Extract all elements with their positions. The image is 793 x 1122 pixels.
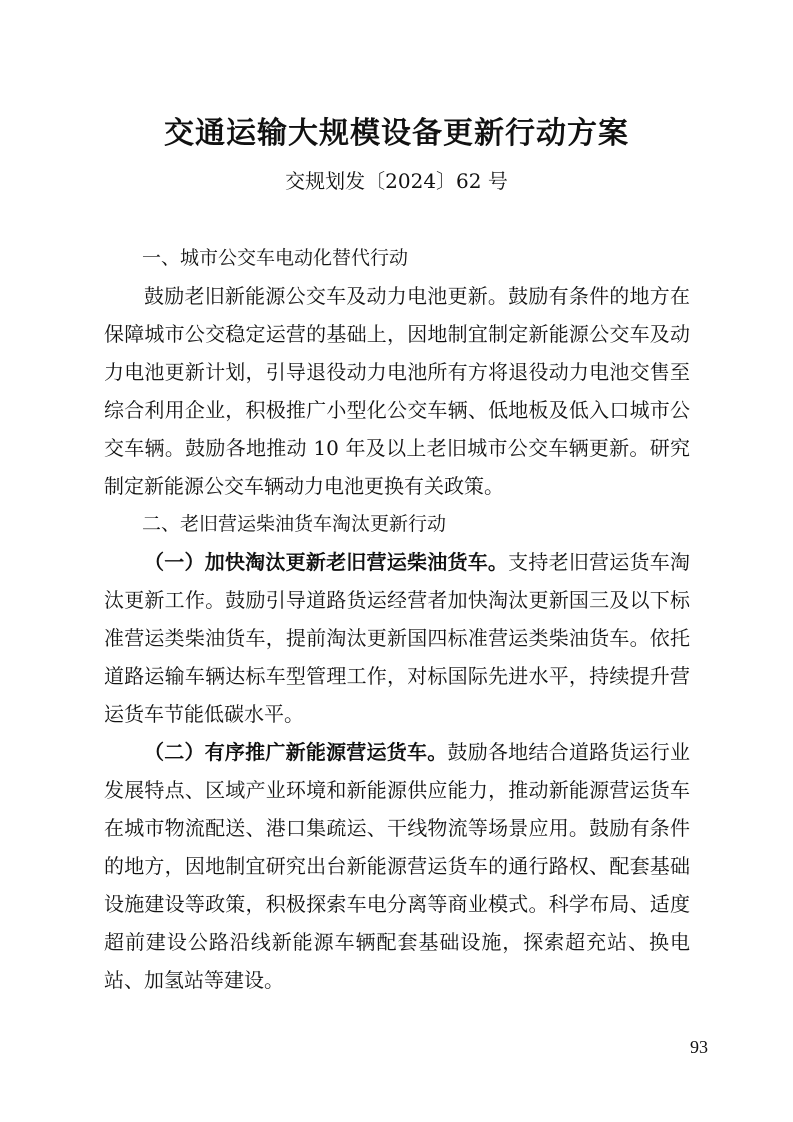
subsection-lead: （二）有序推广新能源营运货车。 bbox=[144, 740, 448, 764]
section-heading: 一、城市公交车电动化替代行动 bbox=[142, 247, 409, 269]
section-paragraph: 鼓励老旧新能源公交车及动力电池更新。鼓励有条件的地方在保障城市公交稳定运营的基础上，因地制宜制定新能源公交车及动力电池更新计划，引导退役动力电池所有方将退役动力电池交售至综合利用企业，积极推广小型化公交车辆、低地板及低入口城市公交车辆。鼓励各地推动 10 年及以上老旧城市公交车辆更新。研究制定新能源公交车辆动力电池更换有关政策。 bbox=[104, 284, 690, 498]
section-heading: 二、老旧营运柴油货车淘汰更新行动 bbox=[142, 513, 447, 535]
subsection-text: 支持老旧营运货车淘汰更新工作。鼓励引导道路货运经营者加快淘汰更新国三及以下标准营运类柴油货车，提前淘汰更新国四标准营运类柴油货车。依托道路运输车辆达标车型管理工作，对标国际先进水平，持续提升营运货车节能低碳水平。 bbox=[104, 550, 691, 726]
subsection-paragraph bbox=[104, 543, 690, 733]
page-number: 93 bbox=[690, 1037, 708, 1057]
subsection-lead: （一）加快淘汰更新老旧营运柴油货车。 bbox=[144, 550, 509, 574]
subsection-text: 鼓励各地结合道路货运行业发展特点、区域产业环境和新能源供应能力，推动新能源营运货车在城市物流配送、港口集疏运、干线物流等场景应用。鼓励有条件的地方，因地制宜研究出台新能源营运货车的通行路权、配套基础设施建设等政策，积极探索车电分离等商业模式。科学布局、适度超前建设公路沿线新能源车辆配套基础设施，探索超充站、换电站、加氢站等建设。 bbox=[104, 740, 691, 992]
subsection-paragraph bbox=[104, 733, 690, 999]
document-title: 交通运输大规模设备更新行动方案 bbox=[164, 116, 629, 151]
document-body bbox=[104, 239, 690, 999]
document-number: 交规划发〔2024〕62 号 bbox=[285, 169, 508, 193]
